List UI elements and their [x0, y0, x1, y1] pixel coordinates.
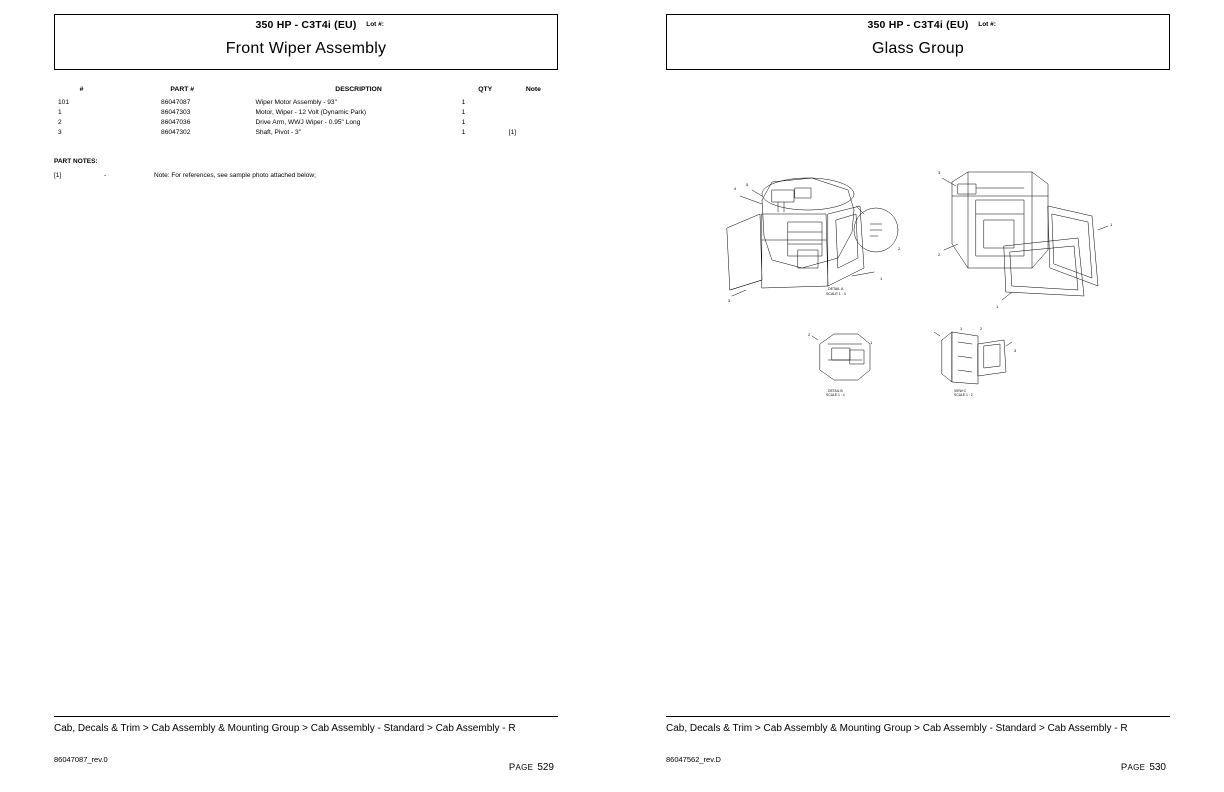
cell-qty: 1 [461, 128, 466, 136]
svg-text:SCALE 1 : 4: SCALE 1 : 4 [826, 292, 846, 296]
svg-text:2: 2 [938, 252, 941, 257]
cell-number: 2 [58, 118, 62, 126]
table-row [54, 107, 558, 117]
table-row [54, 127, 558, 137]
glass-group-illustration [612, 0, 1224, 400]
part-note-entry [54, 172, 558, 179]
cell-number: 101 [58, 98, 70, 106]
detail-b [934, 326, 1017, 397]
page-title: Front Wiper Assembly [225, 40, 387, 57]
cell-part: 86047087 [161, 98, 191, 106]
cell-note: [1] [508, 128, 517, 136]
page-530 [612, 0, 1224, 792]
model-name: 350 HP - C3T4i (EU) [255, 19, 357, 31]
svg-text:1: 1 [870, 340, 873, 345]
cell-qty: 1 [461, 108, 466, 116]
breadcrumb: Cab, Decals & Trim > Cab Assembly & Mounting Group > Cab Assembly - Standard > Cab Assembly - R [54, 723, 516, 734]
svg-text:2: 2 [898, 246, 901, 251]
svg-text:4: 4 [734, 186, 737, 191]
footer-divider [54, 716, 558, 717]
svg-text:3: 3 [728, 298, 731, 303]
cab-view-left [727, 178, 901, 303]
svg-text:3: 3 [938, 170, 941, 175]
detail-a [808, 332, 873, 397]
part-note-dash: - [104, 172, 107, 179]
footer-divider [666, 716, 1170, 717]
cell-note [509, 107, 558, 117]
cell-note [509, 117, 558, 127]
cell-number: 3 [58, 128, 62, 136]
table-row [54, 117, 558, 127]
table-row [54, 97, 558, 107]
cell-description: Wiper Motor Assembly - 93" [255, 98, 337, 106]
table-header-row [54, 86, 558, 97]
cell-description: Drive Arm, WWJ Wiper - 0.95" Long [255, 118, 361, 126]
parts-table-body [54, 97, 558, 137]
column-header-description: DESCRIPTION [335, 86, 382, 93]
parts-table [54, 86, 558, 137]
model-name: 350 HP - C3T4i (EU) [867, 19, 969, 31]
svg-text:DETAIL B: DETAIL B [828, 389, 843, 393]
lot-label: Lot #: [978, 21, 996, 28]
svg-text:2: 2 [980, 326, 983, 331]
page-number: 529 [537, 762, 554, 773]
page-number-block [509, 762, 554, 773]
column-header-note: Note [525, 86, 541, 93]
svg-text:1: 1 [880, 276, 883, 281]
cab-view-right [938, 170, 1113, 309]
page-number-block [1121, 762, 1166, 773]
svg-text:3: 3 [1014, 348, 1017, 353]
part-note-key: [1] [54, 172, 62, 179]
cell-qty: 1 [461, 98, 466, 106]
parts-table-head [54, 86, 558, 97]
cell-note [509, 97, 558, 107]
cell-part: 86047302 [161, 128, 191, 136]
column-header-number: # [79, 86, 84, 93]
svg-text:2: 2 [808, 332, 811, 337]
cell-description: Motor, Wiper - 12 Volt (Dynamic Park) [255, 108, 367, 116]
svg-text:1: 1 [960, 326, 963, 331]
svg-text:SCALE 1 : 4: SCALE 1 : 4 [826, 393, 845, 397]
svg-text:SCALE 1 : 2: SCALE 1 : 2 [954, 393, 973, 397]
svg-text:5: 5 [746, 182, 749, 187]
cell-part: 86047303 [161, 108, 191, 116]
cell-qty: 1 [461, 118, 466, 126]
page-word: PAGE [1120, 762, 1146, 773]
document-id: 86047562_rev.D [666, 755, 721, 764]
page-title: Glass Group [871, 40, 964, 57]
model-line [55, 15, 557, 31]
page-word: PAGE [508, 762, 534, 773]
column-header-qty: QTY [478, 86, 493, 93]
svg-text:VIEW C: VIEW C [954, 389, 967, 393]
lot-label: Lot #: [366, 21, 384, 28]
cell-description: Shaft, Pivot - 3" [255, 128, 302, 136]
page-header-box [54, 14, 558, 70]
column-header-part: PART # [170, 86, 195, 93]
part-note-text: Note: For references, see sample photo attached below; [154, 172, 316, 179]
breadcrumb: Cab, Decals & Trim > Cab Assembly & Mounting Group > Cab Assembly - Standard > Cab Assembly - R [666, 723, 1128, 734]
svg-text:1: 1 [996, 304, 999, 309]
page-number: 530 [1149, 762, 1166, 773]
part-notes-heading: PART NOTES: [54, 158, 98, 165]
cell-number: 1 [58, 108, 62, 116]
cell-part: 86047036 [161, 118, 191, 126]
svg-text:DETAIL A: DETAIL A [828, 287, 844, 291]
svg-text:1: 1 [1110, 222, 1113, 227]
document-id: 86047087_rev.0 [54, 755, 108, 764]
